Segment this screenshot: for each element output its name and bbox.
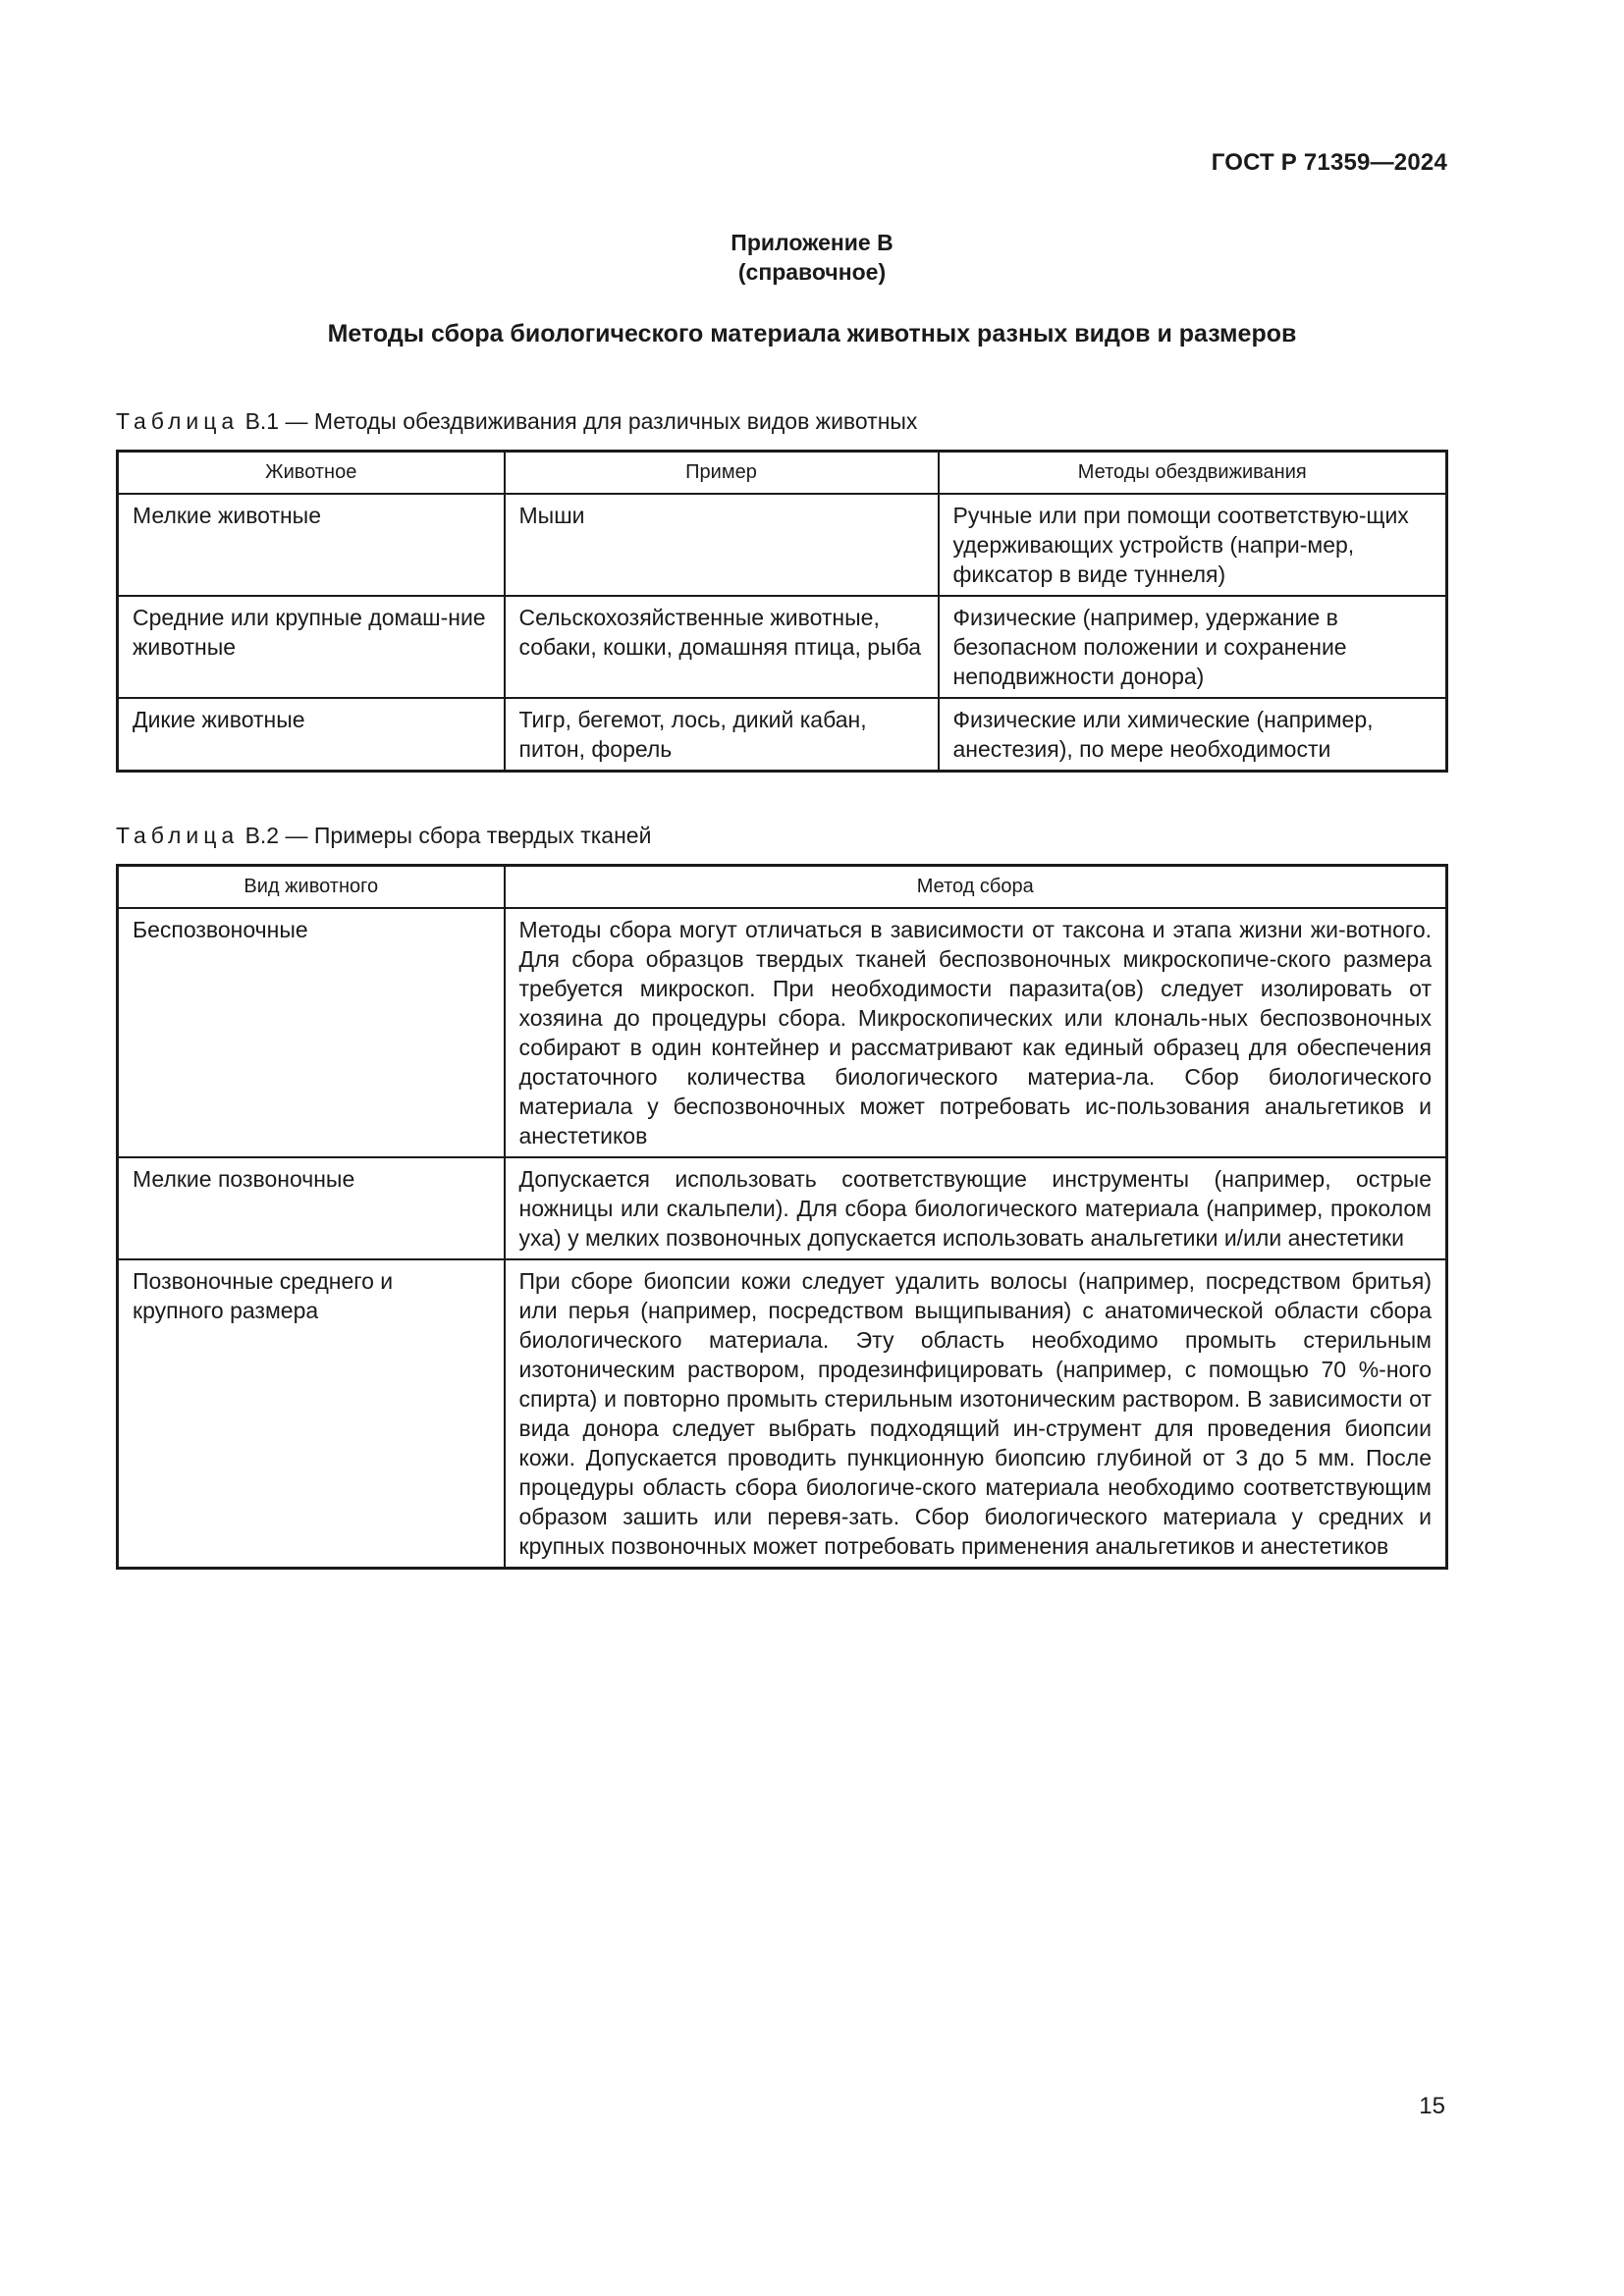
- table2-header-row: [118, 866, 1447, 909]
- table2-cell-animal: Мелкие позвоночные: [118, 1157, 505, 1259]
- table1-col-animal: Животное: [118, 452, 505, 495]
- table2-cell-method: Допускается использовать соответствующие инструменты (например, острые ножницы или скальпели). Для сбора биологического материала (например, проколом уха) у мелких позвоночных допускается использовать анальгетики и/или анестетики: [505, 1157, 1447, 1259]
- table1-cell-animal: Дикие животные: [118, 698, 505, 772]
- table1-cell-method: Физические или химические (например, анестезия), по мере необходимости: [939, 698, 1447, 772]
- table2-col-method: Метод сбора: [505, 866, 1447, 909]
- table1-header-row: [118, 452, 1447, 495]
- table-row: [118, 698, 1447, 772]
- table1-caption-text: В.1 — Методы обездвиживания для различных видов животных: [239, 408, 918, 434]
- table1-cell-method: Ручные или при помощи соответствую-щих удерживающих устройств (напри-мер, фиксатор в виде туннеля): [939, 494, 1447, 596]
- table1-col-example: Пример: [505, 452, 939, 495]
- table-row: [118, 494, 1447, 596]
- table1-col-method: Методы обездвиживания: [939, 452, 1447, 495]
- table1: [116, 450, 1448, 773]
- table2-cell-animal: Позвоночные среднего и крупного размера: [118, 1259, 505, 1569]
- table2-cell-method: При сборе биопсии кожи следует удалить волосы (например, посредством бритья) или перья (например, посредством выщипывания) с анатомической области сбора биологического материала. Эту область необходимо промыть стерильным изотоническим раствором, продезинфицировать (например, с помощью 70 %-ного спирта) и повторно промыть стерильным изотоническим раствором. В зависимости от вида донора следует выбрать подходящий ин-струмент для проведения биопсии кожи. Допускается проводить пункционную биопсию глубиной от 3 до 5 мм. После процедуры область сбора биологиче-ского материала необходимо соответствующим образом зашить или перевя-зать. Сбор биологического материала у средних и крупных позвоночных может потребовать применения анальгетиков и анестетиков: [505, 1259, 1447, 1569]
- table1-cell-example: Тигр, бегемот, лось, дикий кабан, питон, форель: [505, 698, 939, 772]
- section-title: Методы сбора биологического материала животных разных видов и размеров: [327, 320, 1297, 347]
- page-number: 15: [1419, 2093, 1445, 2119]
- document-code: ГОСТ Р 71359—2024: [1211, 149, 1447, 176]
- appendix-subtitle: (справочное): [737, 259, 887, 285]
- table2-caption-text: В.2 — Примеры сбора твердых тканей: [239, 823, 652, 848]
- appendix-title: Приложение В: [731, 230, 893, 255]
- table1-cell-animal: Средние или крупные домаш-ние животные: [118, 596, 505, 698]
- table1-cell-animal: Мелкие животные: [118, 494, 505, 596]
- table-row: [118, 1259, 1447, 1569]
- table2-caption: [116, 823, 651, 849]
- table2-cell-animal: Беспозвоночные: [118, 908, 505, 1157]
- table1-caption: [116, 408, 917, 435]
- table-row: [118, 596, 1447, 698]
- table2-cell-method: Методы сбора могут отличаться в зависимости от таксона и этапа жизни жи-вотного. Для сбора образцов твердых тканей беспозвоночных микроскопиче-ского размера требуется микроскоп. При необходимости паразита(ов) следует изолировать от хозяина до процедуры сбора. Микроскопических или клональ-ных беспозвоночных собирают в один контейнер и рассматривают как единый образец для обеспечения достаточного количества биологического материа-ла. Сбор биологического материала у беспозвоночных может потребовать ис-пользования анальгетиков и анестетиков: [505, 908, 1447, 1157]
- table2: [116, 864, 1448, 1570]
- table1-cell-example: Мыши: [505, 494, 939, 596]
- table-row: [118, 908, 1447, 1157]
- table1-caption-word: Таблица: [116, 408, 240, 434]
- table2-col-animal: Вид животного: [118, 866, 505, 909]
- table1-cell-method: Физические (например, удержание в безопасном положении и сохранение неподвижности донора): [939, 596, 1447, 698]
- table2-caption-word: Таблица: [116, 823, 240, 848]
- table1-cell-example: Сельскохозяйственные животные, собаки, кошки, домашняя птица, рыба: [505, 596, 939, 698]
- appendix-heading: [0, 228, 1624, 287]
- table-row: [118, 1157, 1447, 1259]
